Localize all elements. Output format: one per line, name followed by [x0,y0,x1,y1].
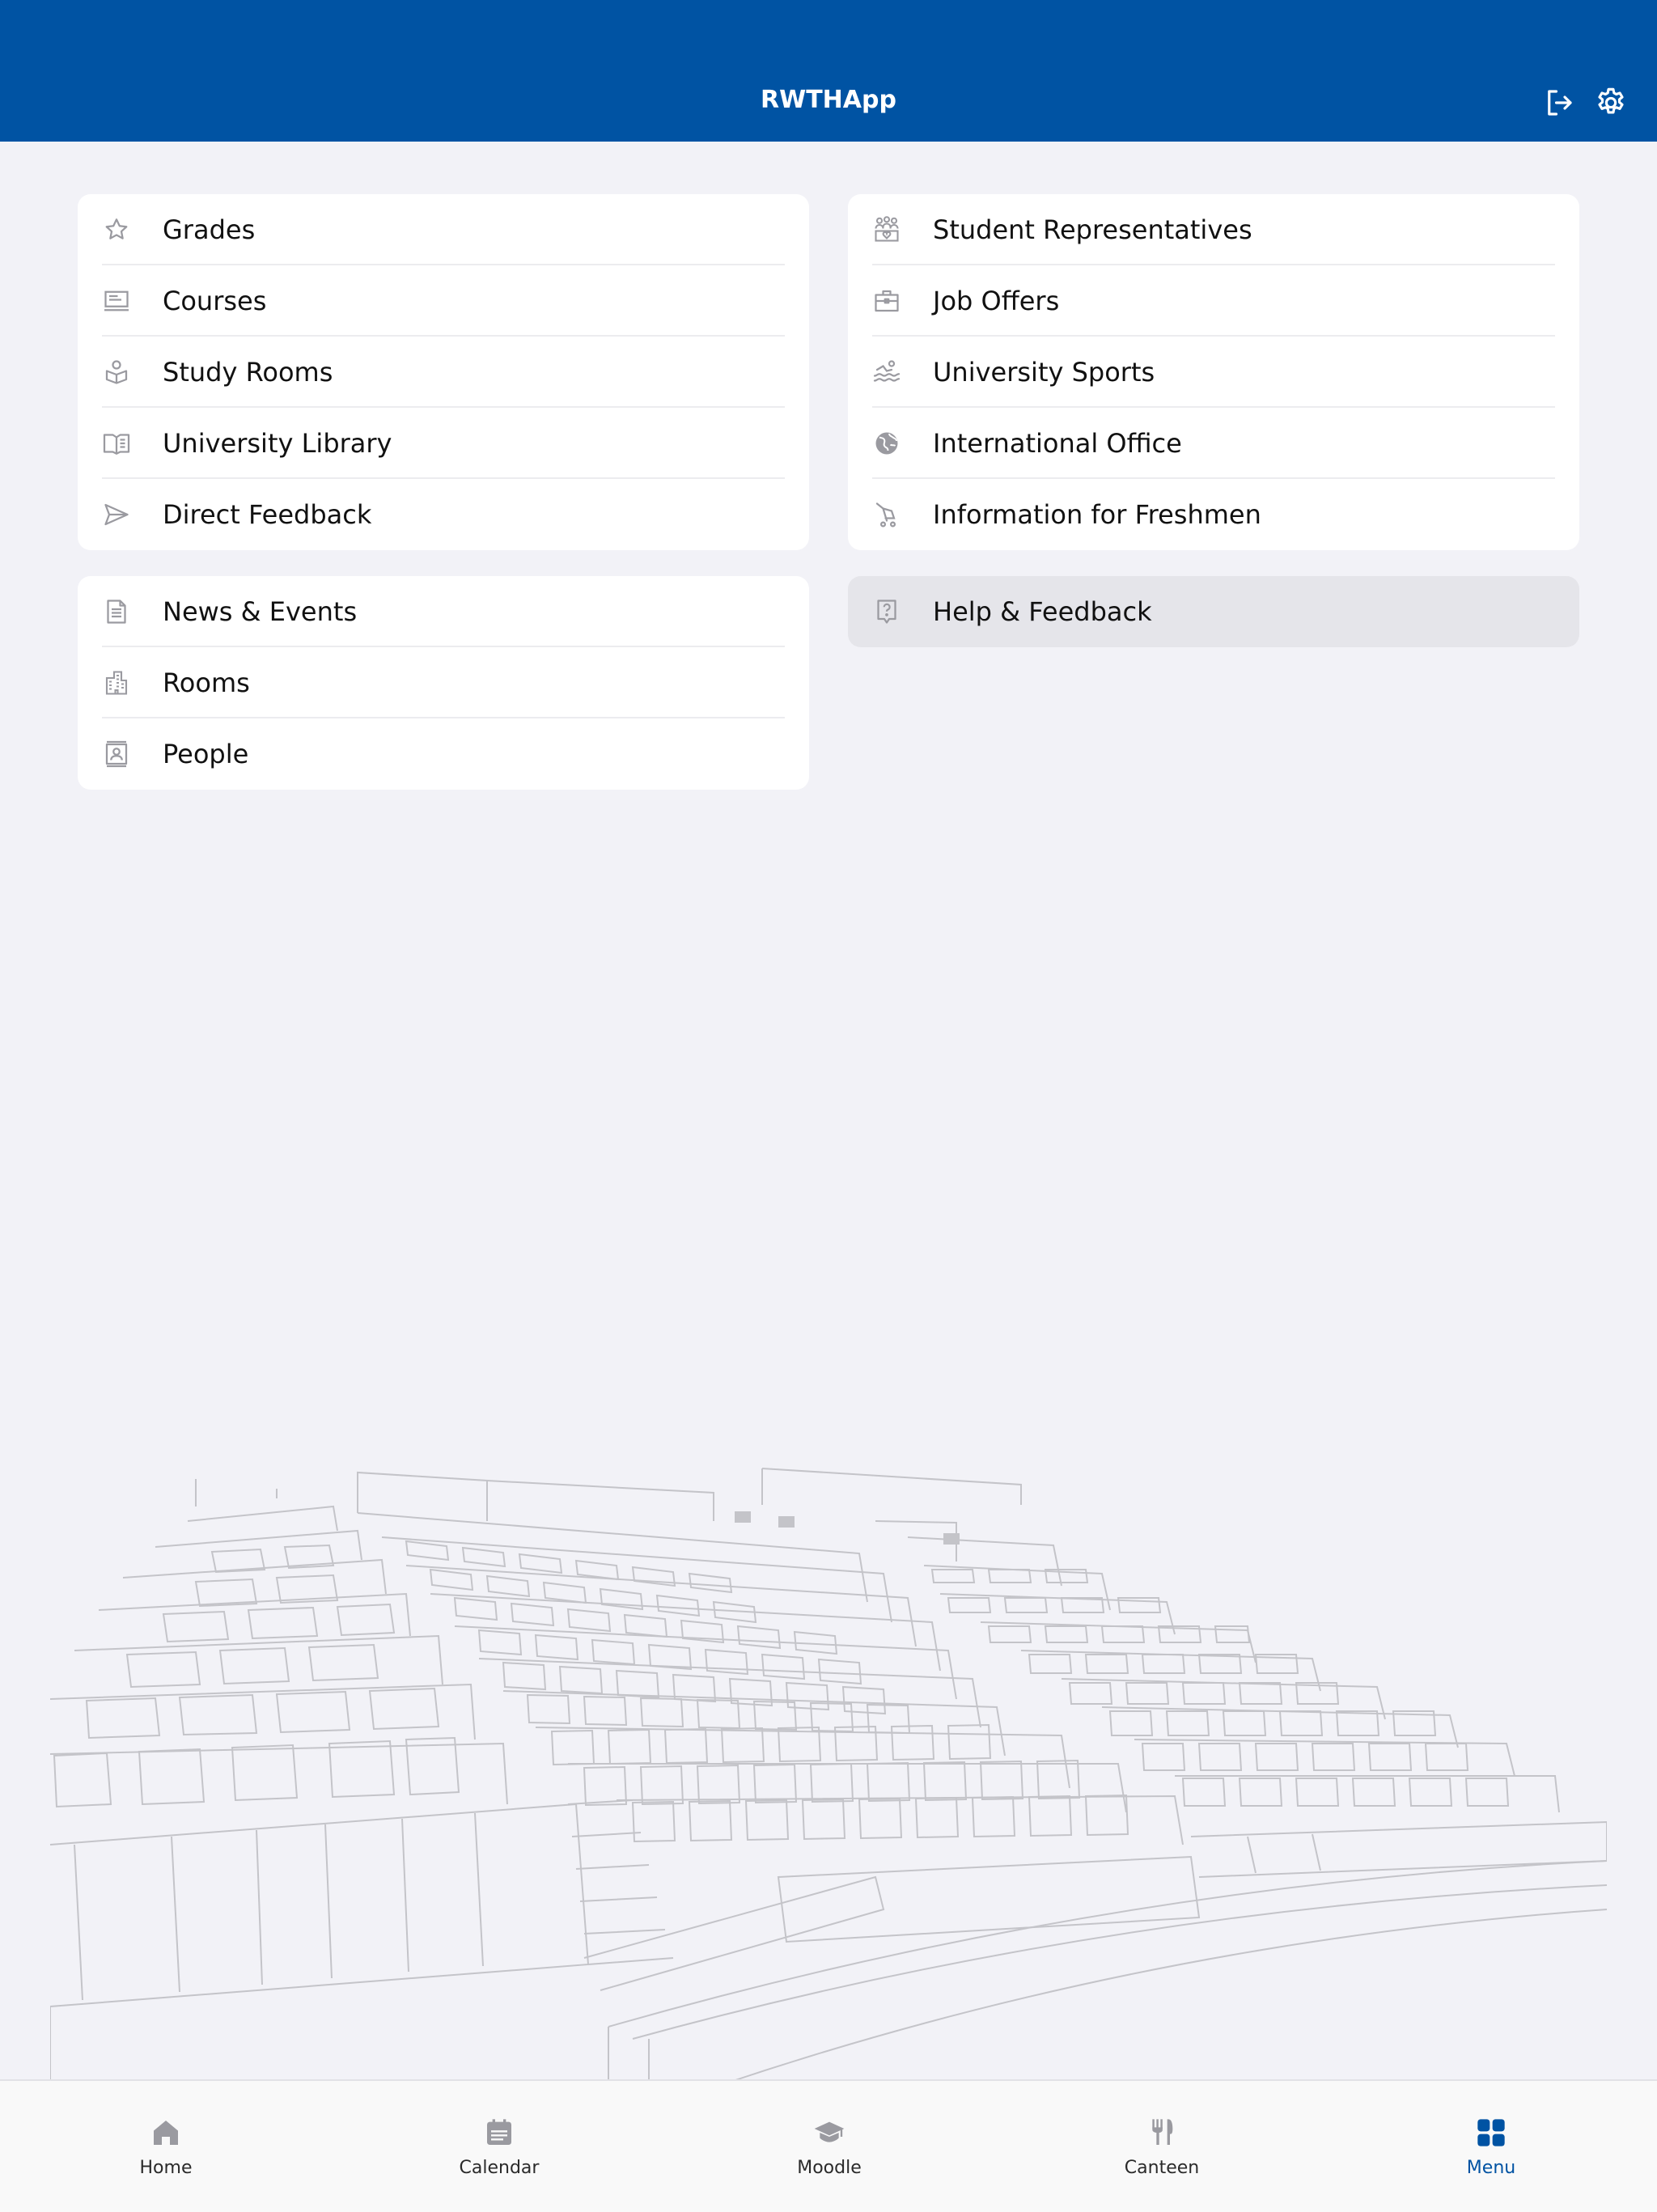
menu-item-label: University Sports [933,357,1155,388]
laptop-icon [102,286,131,316]
star-icon [102,215,131,244]
briefcase-icon [872,286,901,316]
menu-item-information-for-freshmen[interactable] [848,479,1579,550]
tab-menu[interactable] [1370,2081,1613,2212]
menu-item-label: People [163,739,249,769]
menu-item-rooms[interactable] [78,647,809,718]
home-icon [150,2117,182,2149]
globe-icon [872,429,901,458]
contact-card-icon [102,739,131,769]
tab-label: Home [139,2158,193,2178]
menu-item-label: Courses [163,286,267,316]
menu-item-international-office[interactable] [848,408,1579,479]
app-header [0,0,1657,142]
menu-item-grades[interactable] [78,194,809,265]
calendar-icon [483,2117,515,2149]
logout-icon[interactable] [1542,86,1576,120]
tab-bar [0,2079,1657,2212]
menu-item-job-offers[interactable] [848,265,1579,337]
menu-item-label: Help & Feedback [933,596,1152,627]
group-icon [872,215,901,244]
menu-item-news-events[interactable] [78,576,809,647]
graduation-cap-icon [813,2117,845,2149]
menu-item-label: Study Rooms [163,357,333,388]
menu-item-label: News & Events [163,596,358,627]
stroller-icon [872,500,901,529]
help-question-icon [872,597,901,626]
menu-item-label: Direct Feedback [163,499,372,530]
menu-item-study-rooms[interactable] [78,337,809,408]
grid-menu-icon [1475,2117,1507,2149]
menu-item-label: Rooms [163,667,250,698]
help-card [848,576,1579,647]
campus-card [848,194,1579,550]
menu-item-direct-feedback[interactable] [78,479,809,550]
info-card [78,576,809,790]
menu-item-student-representatives[interactable] [848,194,1579,265]
send-icon [102,500,131,529]
menu-item-label: Student Representatives [933,214,1252,245]
menu-item-help-feedback[interactable] [848,576,1579,647]
menu-item-label: University Library [163,428,392,459]
lecture-hall-illustration [50,1456,1607,2087]
tab-label: Moodle [797,2158,862,2178]
fork-knife-icon [1146,2117,1178,2149]
gear-icon[interactable] [1594,86,1628,120]
building-icon [102,668,131,697]
tab-calendar[interactable] [378,2081,621,2212]
menu-item-label: International Office [933,428,1182,459]
menu-item-courses[interactable] [78,265,809,337]
study-person-icon [102,358,131,387]
menu-item-label: Grades [163,214,256,245]
tab-home[interactable] [44,2081,287,2212]
menu-item-people[interactable] [78,718,809,790]
menu-item-label: Job Offers [933,286,1060,316]
swimming-icon [872,358,901,387]
tab-moodle[interactable] [708,2081,951,2212]
tab-canteen[interactable] [1040,2081,1283,2212]
tab-label: Canteen [1124,2158,1200,2178]
document-icon [102,597,131,626]
tab-label: Calendar [459,2158,540,2178]
menu-item-university-sports[interactable] [848,337,1579,408]
menu-item-university-library[interactable] [78,408,809,479]
tab-label: Menu [1466,2158,1516,2178]
menu-item-label: Information for Freshmen [933,499,1261,530]
study-card [78,194,809,550]
book-icon [102,429,131,458]
page-title: RWTHApp [761,86,896,114]
